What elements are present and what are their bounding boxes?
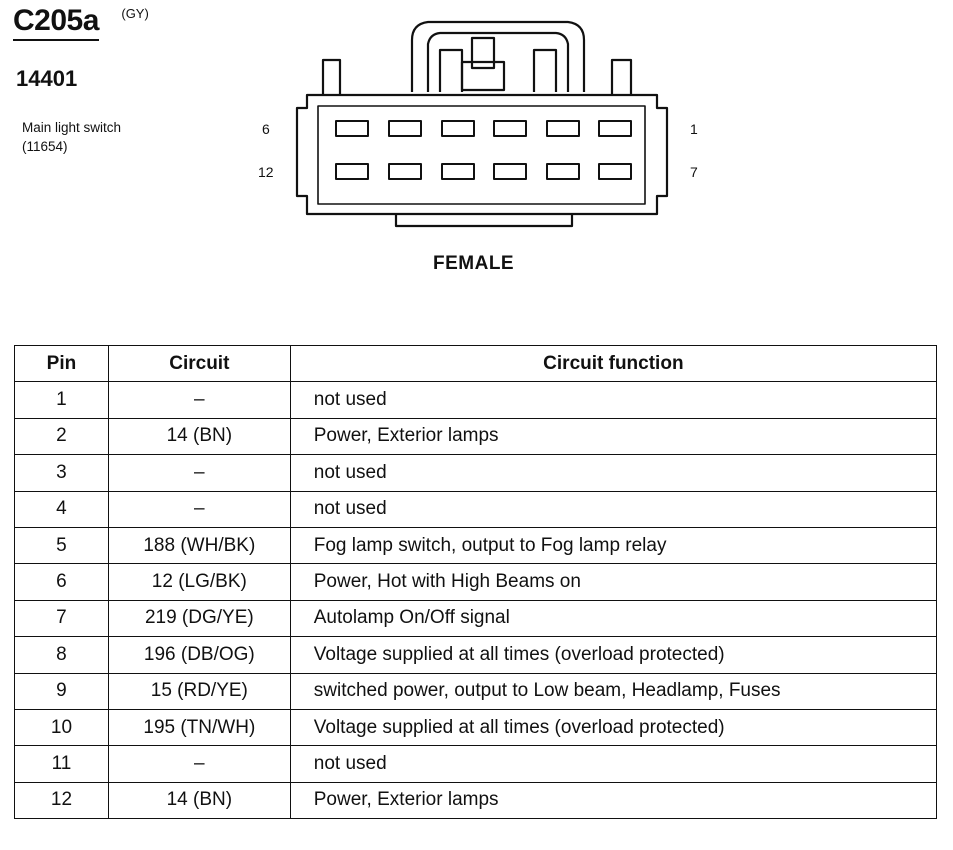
table-header-row [15, 346, 937, 382]
pin-cavity-1 [599, 121, 631, 136]
header-circuit: Circuit [108, 346, 290, 382]
pin-cavity-4 [442, 121, 474, 136]
circuit-cell: 12 (LG/BK) [108, 564, 290, 600]
table-row [15, 782, 937, 818]
pin-cell: 11 [15, 746, 109, 782]
pin-cavities-top [336, 121, 631, 136]
pin-cell: 1 [15, 382, 109, 418]
pin-cell: 4 [15, 491, 109, 527]
part-number: 14401 [16, 66, 78, 91]
pin-cell: 3 [15, 455, 109, 491]
pin-cavity-5 [389, 121, 421, 136]
pin-cavities-bottom [336, 164, 631, 179]
pinout-table [14, 345, 937, 819]
table-row [15, 600, 937, 636]
right-post [612, 60, 631, 95]
pin-label-bottom-right: 7 [690, 164, 698, 180]
pin-cell: 10 [15, 709, 109, 745]
left-post [323, 60, 340, 95]
table-row [15, 673, 937, 709]
function-cell: Power, Hot with High Beams on [290, 564, 936, 600]
function-cell: Power, Exterior lamps [290, 418, 936, 454]
pin-cell: 12 [15, 782, 109, 818]
pin-cell: 9 [15, 673, 109, 709]
pin-cavity-11 [389, 164, 421, 179]
header-circuit-function: Circuit function [290, 346, 936, 382]
circuit-cell: 188 (WH/BK) [108, 527, 290, 563]
header-pin: Pin [15, 346, 109, 382]
pin-label-bottom-left: 12 [258, 164, 274, 180]
function-cell: not used [290, 382, 936, 418]
pin-label-top-left: 6 [262, 121, 270, 137]
table-row [15, 418, 937, 454]
table-row [15, 491, 937, 527]
connector-color-code: (GY) [121, 6, 149, 21]
function-cell: Voltage supplied at all times (overload protected) [290, 637, 936, 673]
latch-tab [472, 38, 494, 68]
table-row [15, 637, 937, 673]
circuit-cell: 15 (RD/YE) [108, 673, 290, 709]
circuit-cell: 195 (TN/WH) [108, 709, 290, 745]
pin-cavity-10 [442, 164, 474, 179]
function-cell: not used [290, 746, 936, 782]
function-cell: not used [290, 455, 936, 491]
table-row [15, 527, 937, 563]
table-row [15, 455, 937, 491]
table-row [15, 746, 937, 782]
circuit-cell: 219 (DG/YE) [108, 600, 290, 636]
circuit-cell: – [108, 746, 290, 782]
function-cell: not used [290, 491, 936, 527]
pin-cell: 2 [15, 418, 109, 454]
latch-rib-right [534, 50, 556, 92]
pin-cell: 6 [15, 564, 109, 600]
pin-cell: 5 [15, 527, 109, 563]
pin-cavity-2 [547, 121, 579, 136]
pin-cavity-9 [494, 164, 526, 179]
table-row [15, 564, 937, 600]
pin-label-top-right: 1 [690, 121, 698, 137]
latch-button [462, 62, 504, 90]
function-cell: switched power, output to Low beam, Headlamp, Fuses [290, 673, 936, 709]
pin-cell: 7 [15, 600, 109, 636]
latch-rib-left [440, 50, 462, 92]
pin-cavity-3 [494, 121, 526, 136]
pin-cavity-7 [599, 164, 631, 179]
description-line-1: Main light switch [22, 120, 122, 135]
table-row [15, 382, 937, 418]
function-cell: Fog lamp switch, output to Fog lamp relay [290, 527, 936, 563]
connector-id: C205a [13, 4, 99, 41]
function-cell: Voltage supplied at all times (overload protected) [290, 709, 936, 745]
description-line-2: (11654) [22, 139, 68, 154]
function-cell: Power, Exterior lamps [290, 782, 936, 818]
circuit-cell: 14 (BN) [108, 418, 290, 454]
circuit-cell: – [108, 491, 290, 527]
circuit-cell: 14 (BN) [108, 782, 290, 818]
bottom-key [396, 214, 572, 226]
connector-gender: FEMALE [433, 253, 515, 274]
connector-shell [297, 95, 667, 214]
pin-cavity-8 [547, 164, 579, 179]
circuit-cell: – [108, 455, 290, 491]
pin-cell: 8 [15, 637, 109, 673]
circuit-cell: 196 (DB/OG) [108, 637, 290, 673]
pin-cavity-12 [336, 164, 368, 179]
circuit-cell: – [108, 382, 290, 418]
table-row [15, 709, 937, 745]
function-cell: Autolamp On/Off signal [290, 600, 936, 636]
pin-cavity-6 [336, 121, 368, 136]
